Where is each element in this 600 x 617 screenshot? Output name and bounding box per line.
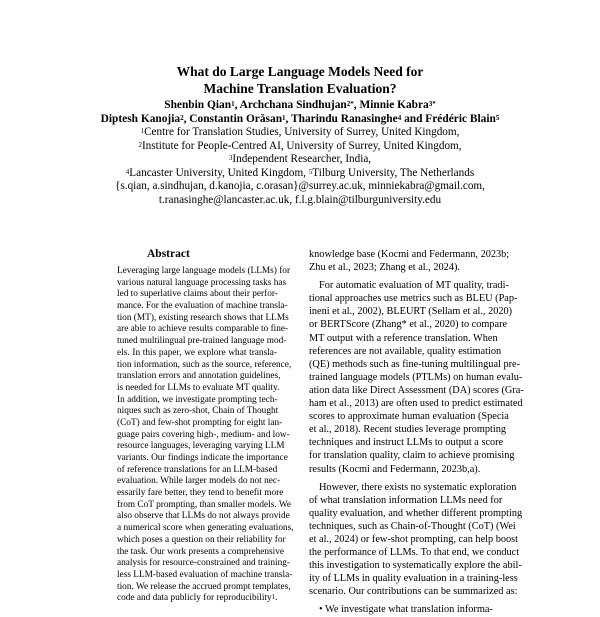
affiliations bbox=[0, 126, 600, 208]
text-line: techniques and instruct LLMs to output a score bbox=[309, 437, 504, 449]
email-line-2: t.ranasinghe@lancaster.ac.uk, f.l.g.blain@tilburguniversity.edu bbox=[158, 193, 442, 206]
text-line: of what translation information LLMs need for bbox=[309, 494, 503, 506]
text-line: less LLM-based evaluation of machine transla- bbox=[117, 569, 293, 580]
text-line: (QE) methods such as fine-tuning multilingual pre- bbox=[309, 358, 521, 370]
text-line: quality evaluation, and whether different prompting bbox=[309, 507, 523, 519]
text-line: mance. For the evaluation of machine transla- bbox=[117, 301, 288, 312]
text-line: or BERTScore (Zhang* et al., 2020) to compare bbox=[309, 319, 508, 331]
affiliation-text: Independent Researcher, India, bbox=[232, 153, 372, 166]
text-line: et al., 2024) or few-shot prompting, can help boost bbox=[309, 533, 519, 545]
author-name: Shenbin Qian bbox=[164, 99, 232, 111]
text-line: tion information, such as the source, reference, bbox=[117, 359, 292, 370]
text-line: the task. Our work presents a comprehensive bbox=[117, 546, 285, 557]
affiliation-text: Centre for Translation Studies, University of Surrey, United Kingdom, bbox=[144, 126, 460, 138]
author-name: Archchana Sindhujan bbox=[239, 99, 347, 111]
text-line: code and data publicly for reproducibility$^1$. bbox=[117, 593, 278, 604]
text-line: niques such as zero-shot, Chain of Thought bbox=[117, 406, 279, 417]
affiliation-line bbox=[0, 126, 600, 140]
text-line: evaluation. While larger models do not nec- bbox=[117, 476, 281, 487]
affil-sup: 2 bbox=[138, 140, 142, 149]
author-sup: 2* bbox=[346, 100, 354, 108]
author-sup: 3* bbox=[428, 100, 436, 108]
author-line-2: Diptesh Kanojia$^2$, Constantin Orăsan$^1$, Tharindu Ranasinghe$^4$ and Frédéric Blain$^5$ bbox=[100, 112, 500, 125]
text-line: ham et al., 2013) are often used to predict estimated bbox=[309, 398, 523, 410]
bullet-item: • We investigate what translation informa- bbox=[319, 604, 493, 616]
affiliation-text: Institute for People-Centred AI, University of Surrey, United Kingdom, bbox=[141, 139, 462, 152]
text-line: from CoT prompting, than smaller models. We bbox=[117, 499, 291, 510]
text-line: Leveraging large language models (LLMs) for bbox=[117, 266, 291, 276]
text-line: scenario. Our contributions can be summarized as: bbox=[309, 586, 518, 598]
text-line: ation data like Direct Assessment (DA) scores (Gra- bbox=[309, 384, 524, 396]
author-sup: 1 bbox=[282, 113, 286, 122]
text-line: ity of LLMs in quality evaluation in a training-less bbox=[309, 573, 518, 585]
right-column bbox=[309, 248, 524, 617]
author-sup: 2 bbox=[180, 113, 184, 122]
affil-sup: 3 bbox=[228, 154, 233, 163]
text-line: results (Kocmi and Federmann, 2023b,a). bbox=[309, 463, 481, 475]
text-line: variants. Our findings indicate the importance bbox=[117, 453, 288, 463]
text-line: essarily fare better, they tend to benefit more bbox=[117, 488, 284, 499]
paragraph-2 bbox=[309, 279, 524, 475]
affiliation-line bbox=[0, 140, 600, 154]
email-line-1: {s.qian, a.sindhujan, d.kanojia, c.orasan}@surrey.ac.uk, minniekabra@gmail.com, bbox=[115, 180, 485, 193]
text-line: (CoT) and few-shot prompting for eight lan- bbox=[117, 417, 283, 428]
text-line: references are not available, quality estimation bbox=[309, 345, 502, 357]
paper-title bbox=[0, 63, 600, 97]
title-line-1: What do Large Language Models Need for bbox=[176, 64, 424, 79]
text-line: is needed for LLMs to evaluate MT quality. bbox=[117, 382, 280, 393]
text-line: are able to achieve results comparable to fine- bbox=[117, 324, 289, 335]
text-line: tion. We release the accrued prompt templates, bbox=[117, 581, 291, 592]
text-line: resource languages, leveraging varying LLM bbox=[117, 441, 285, 452]
text-line: tion (MT), existing research shows that LLMs bbox=[117, 312, 289, 323]
affiliation-text: Tilburg University, The Netherlands bbox=[312, 166, 475, 179]
affil-sup: 1 bbox=[140, 127, 145, 135]
author-sup: 4 bbox=[397, 113, 402, 122]
text-line: Zhu et al., 2023; Zhang et al., 2024). bbox=[309, 262, 460, 274]
text-line: for translation quality, claim to achieve promising bbox=[309, 450, 515, 462]
text-line: However, there exists no systematic exploration bbox=[319, 481, 517, 493]
text-line: tional approaches use metrics such as BLEU (Pap- bbox=[309, 293, 518, 305]
author-name: Constantin Orăsan bbox=[189, 112, 283, 125]
text-line: analysis for resource-constrained and training- bbox=[117, 558, 290, 569]
author-sup: 5 bbox=[495, 113, 500, 122]
text-line: trained language models (PTLMs) on human evalu- bbox=[309, 371, 523, 383]
text-line: also observe that LLMs do not always provide bbox=[117, 511, 290, 522]
author-name: Minnie Kabra bbox=[359, 99, 429, 111]
text-line: In addition, we investigate prompting tech- bbox=[117, 394, 278, 405]
paragraph-1 bbox=[309, 248, 510, 274]
affiliation-text: Lancaster University, United Kingdom, bbox=[129, 166, 309, 179]
text-line: guage pairs covering high-, medium- and low- bbox=[117, 429, 290, 440]
text-line: of reference translations for an LLM-based bbox=[117, 464, 278, 475]
abstract-body bbox=[117, 266, 294, 605]
text-line: a numerical score when generating evaluations, bbox=[117, 523, 294, 534]
text-line: tuned multilingual pre-trained language mod- bbox=[117, 336, 287, 347]
text-line: MT output with a reference translation. When bbox=[309, 332, 498, 344]
text-line: techniques, such as Chain-of-Thought (CoT) (Wei bbox=[309, 520, 516, 532]
and-word: and bbox=[404, 112, 423, 125]
text-line: els. In this paper, we explore what transla- bbox=[117, 347, 277, 358]
text-line: et al., 2018). Recent studies leverage prompting bbox=[309, 424, 507, 436]
text-line: For automatic evaluation of MT quality, tradi- bbox=[319, 280, 509, 292]
author-name: Frédéric Blain bbox=[425, 112, 496, 125]
text-line: scores to approximate human evaluation (Specia bbox=[309, 411, 509, 423]
author-list bbox=[0, 99, 600, 126]
title-line-2: Machine Translation Evaluation? bbox=[203, 81, 397, 96]
affil-sup: 5 bbox=[308, 167, 313, 176]
author-name: Diptesh Kanojia bbox=[100, 112, 181, 125]
text-line: this investigation to systematically explore the abil- bbox=[309, 560, 522, 572]
text-line: the performance of LLMs. To that end, we conduct bbox=[309, 547, 520, 559]
affil-sup: 4 bbox=[125, 167, 130, 176]
paragraph-3 bbox=[309, 481, 523, 599]
text-line: translation errors and annotation guidelines, bbox=[117, 371, 281, 382]
text-line: led to superlative claims about their perfor- bbox=[117, 289, 278, 300]
affiliation-line bbox=[0, 167, 600, 181]
text-line: knowledge base (Kocmi and Federmann, 2023b; bbox=[309, 249, 510, 260]
abstract-heading: Abstract bbox=[147, 248, 190, 260]
affiliation-line bbox=[0, 153, 600, 167]
author-name: Tharindu Ranasinghe bbox=[291, 112, 398, 125]
text-line: ineni et al., 2002), BLEURT (Sellam et al., 2020) bbox=[309, 306, 513, 318]
author-line-1: Shenbin Qian$^1$, Archchana Sindhujan$^{2*}$, Minnie Kabra$^{3*}$ bbox=[164, 99, 436, 111]
footnote-mark: 1 bbox=[271, 593, 276, 602]
text-line: various natural language processing tasks has bbox=[117, 277, 287, 288]
text-line: which poses a question on their reliability for bbox=[117, 534, 286, 545]
author-sup: 1 bbox=[231, 100, 235, 108]
